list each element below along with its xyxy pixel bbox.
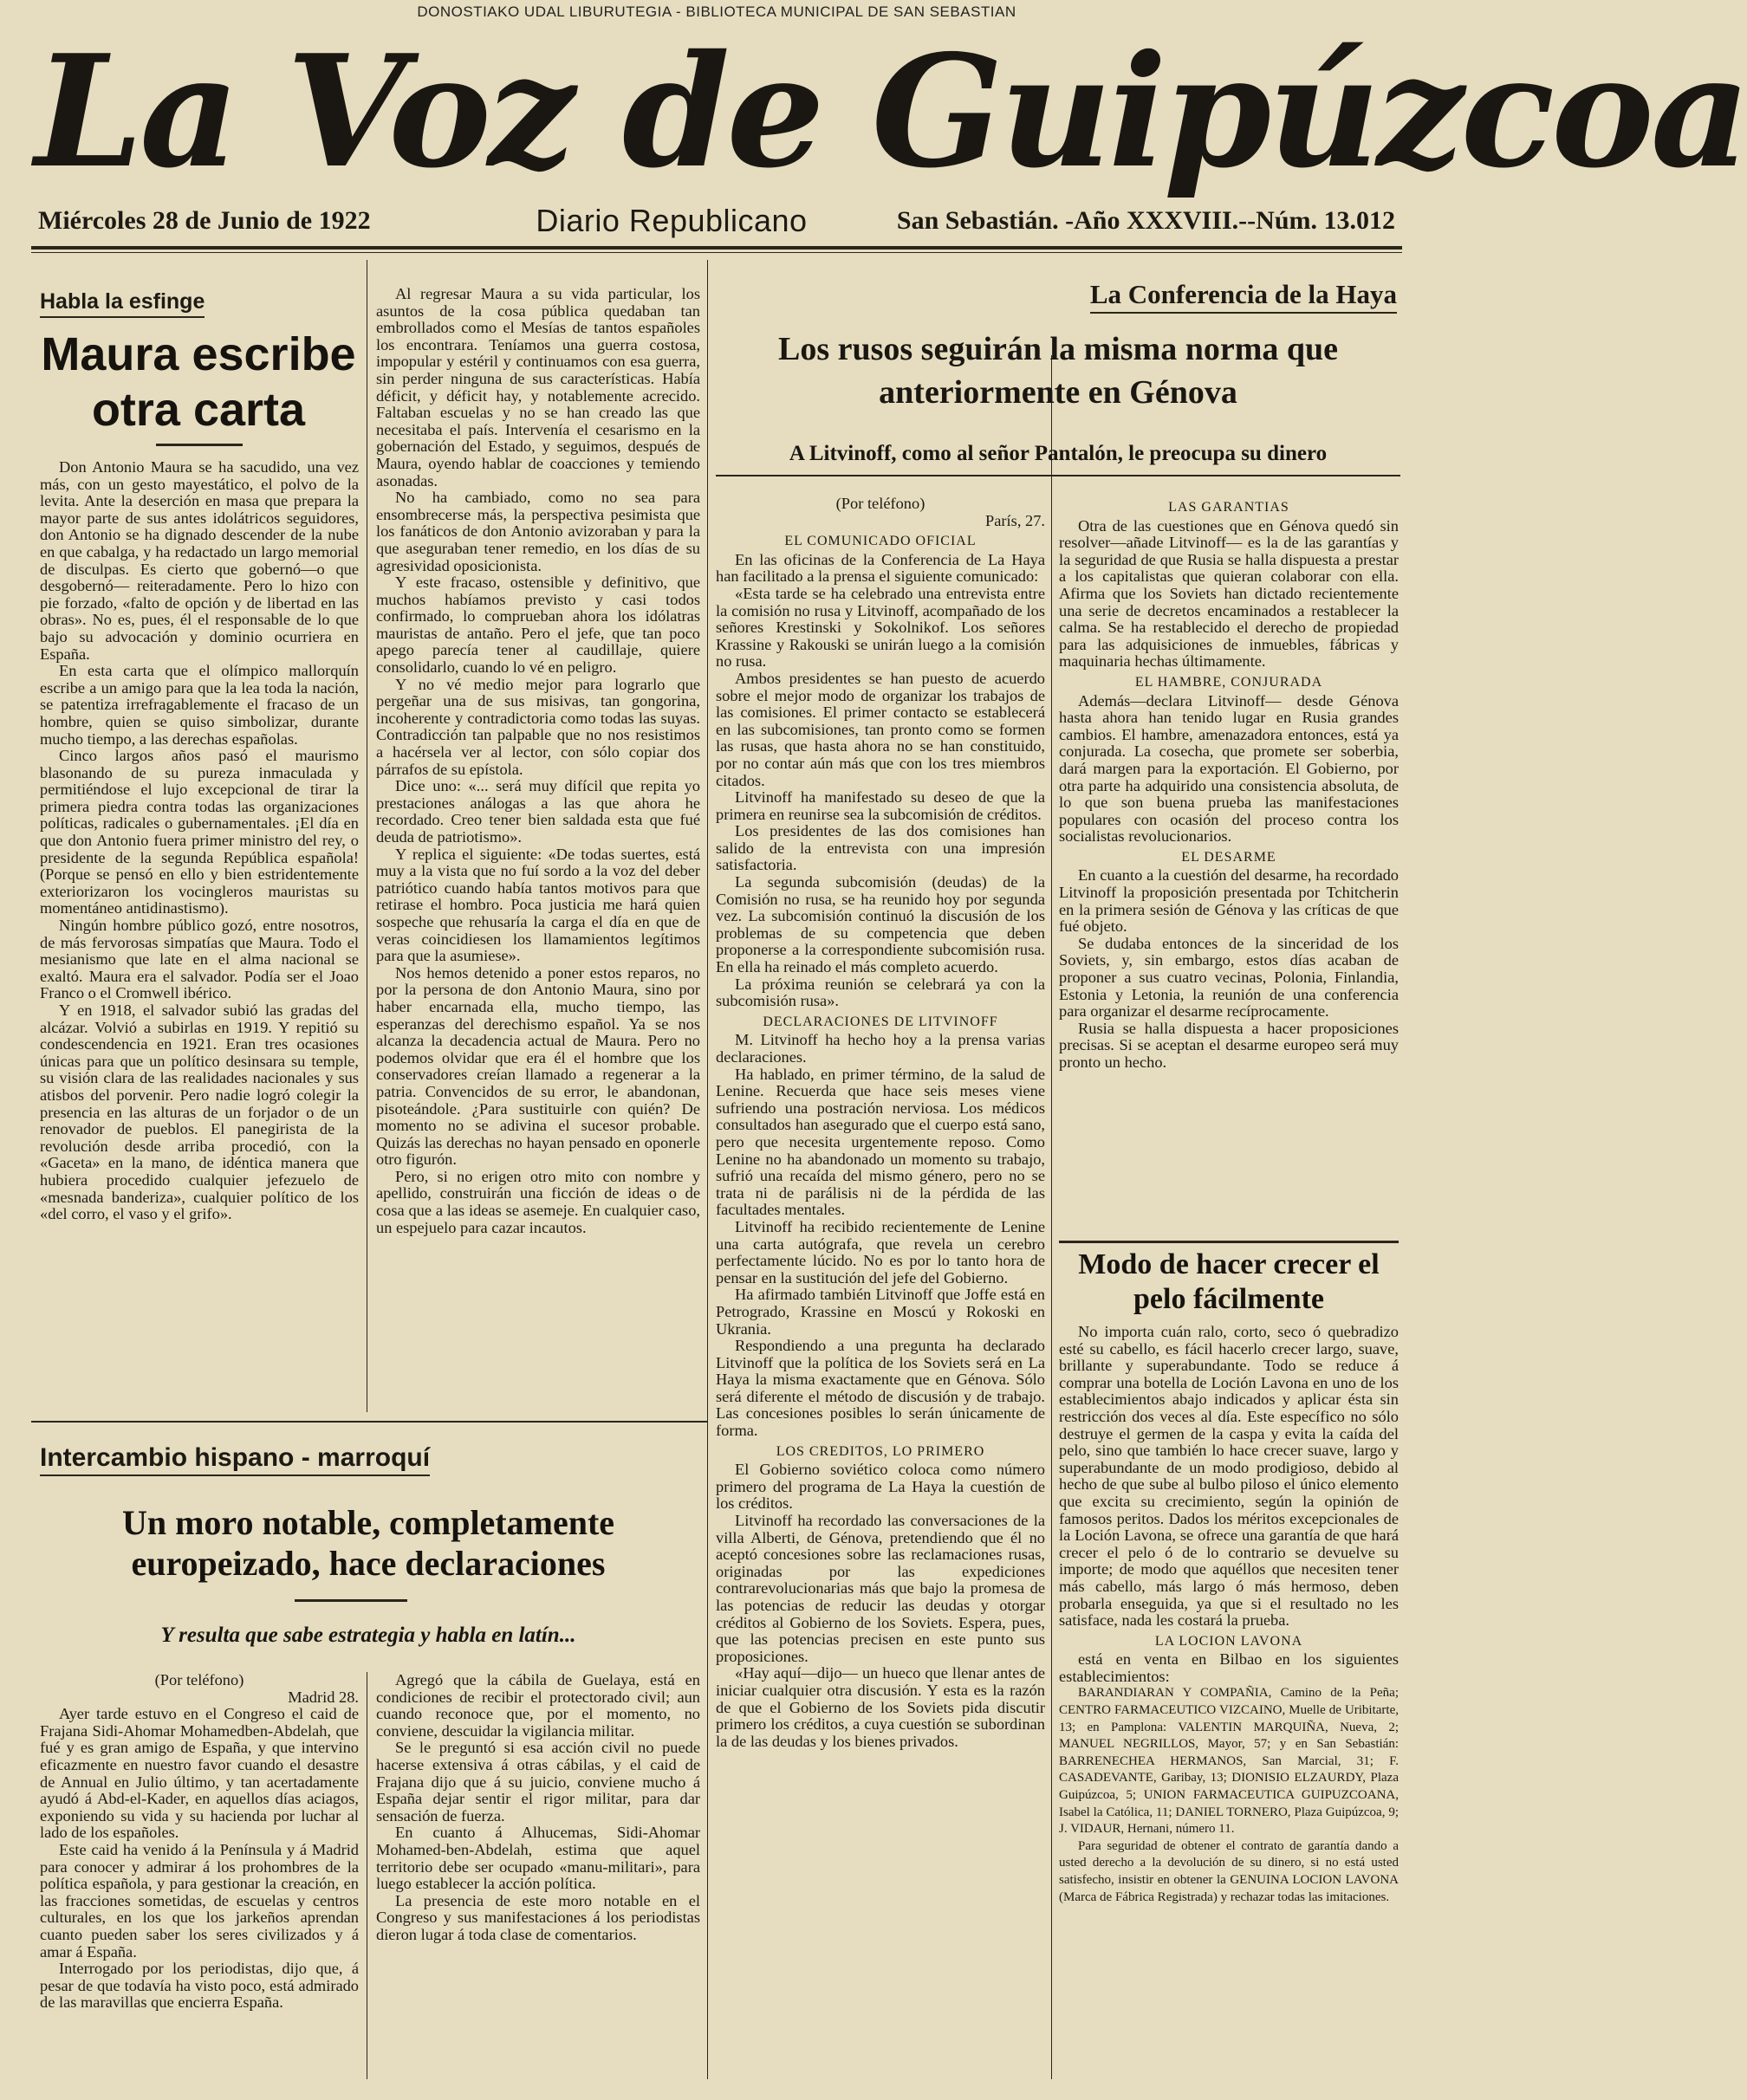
subhead: LAS GARANTIAS bbox=[1168, 500, 1289, 515]
section-rule bbox=[31, 1421, 707, 1423]
haya-headline: Los rusos seguirán la misma norma que anteriormente en Génova bbox=[777, 331, 1339, 412]
paragraph: Rusia se halla dispuesta a hacer proposiciones precisas. Si se aceptan el desarme europeo será muy pronto un hecho. bbox=[1059, 1019, 1399, 1071]
paragraph: Litvinoff ha recordado las conversaciones de la villa Alberti, de Génova, pretendiendo que él no aceptó concesiones sobre las reclamaciones rusas, originadas por las expediciones contrarevolucionarias más que bajo la promesa de las potencias de reducir las deudas y otorgar créditos al Gobierno de los Soviets. Espera, pues, que las potencias precisen en este punto sus proposiciones. bbox=[716, 1512, 1045, 1665]
paragraph: Ha afirmado también Litvinoff que Joffe está en Petrogrado, Krassine en Moscú y Rokoski en Ukrania. bbox=[716, 1286, 1045, 1338]
paragraph: Al regresar Maura a su vida particular, los asuntos de la cosa pública quedaban tan embrollados como el Mesías de tantos españoles los encontrara. Teníamos una guerra costosa, impopular y estéril y continuamos con esa guerra, sin perder ninguna de sus características. Había déficit, y déficit hay, y notablemente acrecido. Faltaban escuelas y no se han creado las que necesitaba el país. Intervenía el cesarismo en la gobernación del Estado, y seguimos, después de Maura, oyendo hablar de coacciones y temiendo asonadas. bbox=[376, 285, 700, 489]
section-rule bbox=[1059, 1241, 1399, 1243]
paragraph: Cinco largos años pasó el maurismo blasonando de su pureza inmaculada y permitiéndose el lujo excepcional de tirar la primera piedra contra todas las organizaciones políticas, radicales o gubernamentales. ¡El día en que don Antonio fuera primer ministro del rey, o presidente de la segunda República española! (Porque se pensó en ello y bien estridentemente exteriorizaron los vocingleros mauristas su momentáneo antidinastismo). bbox=[40, 747, 359, 917]
subhead: LA LOCION LAVONA bbox=[1154, 1633, 1303, 1649]
paragraph: Respondiendo a una pregunta ha declarado Litvinoff que la política de los Soviets será en La Haya la misma exactamente que en Génova. Sólo será diferente el método de discusión y de trabajo. Las concesiones posibles lo serán únicamente de forma. bbox=[716, 1337, 1045, 1440]
subhead: LOS CREDITOS, LO PRIMERO bbox=[776, 1443, 985, 1459]
paragraph: Ningún hombre público gozó, entre nosotros, de más fervorosas simpatías que Maura. Todo el mesianismo que late en el alma nacional se exaltó. Maura era el salvador. Podía ser el Joao Franco o el Cromwell ibérico. bbox=[40, 917, 359, 1002]
paragraph: En las oficinas de la Conferencia de La Haya han facilitado a la prensa el siguiente comunicado: bbox=[716, 550, 1045, 586]
paragraph: Pero, si no erigen otro mito con nombre y apellido, construirán una ficción de ideas o de cosa que a las ideas se asemeje. En cualquier caso, un espejuelo para cazar incautos. bbox=[376, 1167, 700, 1236]
subhead: EL DESARME bbox=[1181, 849, 1276, 865]
moro-deck: Y resulta que sabe estrategia y habla en latín... bbox=[160, 1624, 576, 1647]
moro-column-1 bbox=[40, 1672, 359, 2088]
paragraph: En esta carta que el olímpico mallorquín escribe a un amigo para que la lea toda la nación, se patentiza irrefragablemente el fracaso de un hombre, quien se quiso simbolizar, durante mucho tiempo, a las derechas españolas. bbox=[40, 662, 359, 748]
masthead-title: La Voz de Guipúzcoa bbox=[35, 21, 1747, 202]
headline-divider bbox=[295, 1599, 407, 1602]
maura-headline: Maura escribe otra carta bbox=[41, 328, 356, 436]
byline: (Por teléfono) bbox=[154, 1671, 244, 1688]
paragraph: Se dudaba entonces de la sinceridad de los Soviets, y, sin embargo, estos días acaban de proponer a sus cuatro vecinas, Polonia, Finlandia, Estonia y Letonia, la reunión de una conferencia para organizar el desarme recíprocamente. bbox=[1059, 934, 1399, 1021]
paragraph: Dice uno: «... será muy difícil que repita yo prestaciones análogas a las que ahora he recordado. Creo tener bien saldada esta que fué deuda de patriotismo». bbox=[376, 777, 700, 846]
pelo-column bbox=[1059, 1324, 1399, 2086]
haya-kicker: La Conferencia de la Haya bbox=[1090, 279, 1397, 314]
subhead: EL COMUNICADO OFICIAL bbox=[784, 534, 977, 549]
subhead: EL HAMBRE, CONJURADA bbox=[1134, 674, 1323, 690]
column-rule bbox=[707, 260, 708, 2079]
paragraph: Además—declara Litvinoff— desde Génova hasta ahora han tenido lugar en Rusia grandes cambios. El hambre, amenazadora entonces, está ya conjurada. La cosecha, que promete ser soberbia, dará margen para la exportación. El Gobierno, por otra parte ha adquirido una consistencia absoluta, de lo que son buena prueba las manifestaciones populares con ocasión del proceso contra los socialistas revolucionarios. bbox=[1059, 691, 1399, 846]
paragraph: El Gobierno soviético coloca como número primero del programa de La Haya la cuestión de los créditos. bbox=[716, 1461, 1045, 1513]
paragraph: está en venta en Bilbao en los siguientes establecimientos: bbox=[1059, 1650, 1399, 1685]
column-rule bbox=[1051, 355, 1052, 2079]
haya-column-1 bbox=[716, 495, 1045, 1750]
issue-edition: San Sebastián. -Año XXXVIII.--Núm. 13.012 bbox=[896, 206, 1395, 235]
paragraph: «Esta tarde se ha celebrado una entrevista entre la comisión no rusa y Litvinoff, acompañado de los señores Krestinski y Sokolnikof. Los señores Krassine y Rakouski se unirán luego a la comisión no rusa. bbox=[716, 584, 1045, 671]
maura-kicker: Habla la esfinge bbox=[40, 289, 205, 318]
haya-column-2 bbox=[1059, 496, 1399, 1223]
paragraph: Este caid ha venido á la Península y á Madrid para conocer y admirar á los prohombres de la política española, y para gestionar la creación, en las fracciones sometidas, de escuelas y centros culturales, en los que los jarkeños aprendan cuanto pueden saber los seres civilizados y á amar á España. bbox=[40, 1840, 359, 1961]
paragraph: Y no vé medio mejor para lograrlo que pergeñar una de sus misivas, tan gongorina, incoherente y contradictoria como todas las suyas. Contradicción tan palpable que no nos resistimos a hacérsela ver al lector, con sólo copiar dos párrafos de su epístola. bbox=[376, 675, 700, 778]
paragraph: Ha hablado, en primer término, de la salud de Lenine. Recuerda que hace seis meses viene sufriendo una postración nerviosa. Los médicos consultados han asegurado que el cuerpo está sano, pero que necesita urgentemente reposo. Como Lenine no ha abandonado un momento su trabajo, sufrió una recaída del mismo género, pero no se trata ni de parálisis ni de la pérdida de las facultades mentales. bbox=[716, 1065, 1045, 1219]
paragraph: Para seguridad de obtener el contrato de garantía dando a usted derecho a la devolución de su dinero, si no está usted satisfecho, insistir en obtener la GENUINA LOCION LAVONA (Marca de Fábrica Registrada) y rechazar todas las imitaciones. bbox=[1059, 1838, 1399, 1904]
stockists-list: BARANDIARAN Y COMPAÑIA, Camino de la Peña; CENTRO FARMACEUTICO VIZCAINO, Muelle de Uribitarte, 13; en Pamplona: VALENTIN MARQUIÑA, Nueva, 2; MANUEL NEGRILLOS, Mayor, 57; y en San Sebastián: BARRENECHEA HERMANOS, San Marcial, 31; F. CASADEVANTE, Garibay, 13; DIONISIO ELZAURDY, Plaza Guipúzcoa, 5; UNION FARMACEUTICA GUIPUZCOANA, Isabel la Católica, 11; DANIEL TORNERO, Plaza Guipúzcoa, 9; J. VIDAUR, Hernani, número 11. bbox=[1059, 1686, 1399, 1837]
paragraph: Nos hemos detenido a poner estos reparos, no por la persona de don Antonio Maura, sino por haber encarnada ella, mucho tiempo, las esperanzas del derechismo español. Ya se nos alcanza la decadencia actual de Maura. Pero no podemos olvidar que era él el hombre que los conservadores creían llamado a regenerar a la patria. Convencidos de su error, le abandonan, pisoteándole. ¿Para sustituirle con quién? De momento no se adivina el sucesor probable. Quizás las derechas no hayan pensado en oponerle otro figurón. bbox=[376, 963, 700, 1169]
paragraph: La próxima reunión se celebrará ya con la subcomisión rusa». bbox=[716, 975, 1045, 1010]
paragraph: En cuanto a la cuestión del desarme, ha recordado Litvinoff la proposición presentada por Tchitcherin en la primera sesión de Génova y las críticas de que fué objeto. bbox=[1059, 866, 1399, 936]
moro-kicker: Intercambio hispano - marroquí bbox=[40, 1443, 430, 1476]
paragraph: Litvinoff ha recibido recientemente de Lenine una carta autógrafa, que revela un cerebro perfectamente lúcido. No es por lo tanto hora de pensar en la sustitución del jefe del Gobierno. bbox=[716, 1217, 1045, 1287]
maura-column-1 bbox=[40, 459, 359, 1412]
paragraph: Agregó que la cábila de Guelaya, está en condiciones de recibir el protectorado civil; aun cuando reconoce que, por el momento, no conviene, descuidar la vigilancia militar. bbox=[376, 1671, 700, 1740]
headline-divider bbox=[156, 444, 243, 446]
subhead: DECLARACIONES DE LITVINOFF bbox=[763, 1014, 998, 1029]
moro-headline: Un moro notable, completamente europeizado, hace declaraciones bbox=[121, 1503, 615, 1584]
paragraph: Interrogado por los periodistas, dijo que, á pesar de que todavía ha visto poco, está admirado de las maravillas que encierra España. bbox=[40, 1960, 359, 2012]
dateline: Madrid 28. bbox=[288, 1688, 359, 1706]
paragraph: Ambos presidentes se han puesto de acuerdo sobre el mejor modo de organizar los trabajos de las comisiones. El primer contacto se establecerá en las subcomisiones, tan pronto como se formen las rusas, que hasta ahora no se han constituido, por no contar aún más que con los tres miembros citados. bbox=[716, 669, 1045, 789]
masthead-subtitle: Diario Republicano bbox=[536, 203, 808, 238]
moro-column-2 bbox=[376, 1672, 700, 2088]
paragraph: Y en 1918, el salvador subió las gradas del alcázar. Volvió a subirlas en 1919. Y repitió su condescendencia en 1921. Eran tres ocasiones únicas para que un político desinsara su temple, su visión clara de las realidades nacionales y sus atisbos del porvenir. Pero nadie logró colegir la presencia en las alturas de un forjador o de un renovador de pueblos. El panegirista de la revolución desde arriba procedió, con la «Gaceta» en la mano, de idéntica manera que hubiera procedido cualquier jefezuelo de «mesnada banderiza», cualquier político de los «del corro, el vaso y el grifo». bbox=[40, 1001, 359, 1223]
masthead-rule-bottom bbox=[31, 252, 1402, 253]
library-header: DONOSTIAKO UDAL LIBURUTEGIA - BIBLIOTECA MUNICIPAL DE SAN SEBASTIAN bbox=[417, 3, 1016, 20]
haya-deck: A Litvinoff, como al señor Pantalón, le preocupa su dinero bbox=[789, 442, 1328, 465]
paragraph: No importa cuán ralo, corto, seco ó quebradizo esté su cabello, es fácil hacerlo crecer largo, suave, brillante y superabundante. Todo se reduce á comprar una botella de Loción Lavona en uno de los establecimientos abajo indicados y aplicar ésta sin restricción dos veces al día. Este específico no sólo destruye el germen de la caspa y evita la caída del pelo, sino que también lo hace crecer suave, largo y superabundante de un modo prodigioso, debido al hecho de que sube al bulbo piloso el único elemento que excita su crecimiento, según la opinión de famosos peritos. Dados los méritos excepcionales de la Loción Lavona, se ofrece una garantía de que hará crecer el pelo ó de lo contrario se devuelve su importe; de modo que aquéllos que necesiten tener más cabello, más largo ó más hermoso, deben probarla enseguida, ya que si el resultado no les satisface, nada les costará la prueba. bbox=[1059, 1323, 1399, 1630]
maura-column-2 bbox=[376, 286, 700, 1412]
paragraph: Los presidentes de las dos comisiones han salido de la entrevista con una impresión satisfactoria. bbox=[716, 822, 1045, 874]
paragraph: Y replica el siguiente: «De todas suertes, está muy a la vista que no fuí sordo a la voz del deber patriótico cuando había tantos motivos para que retirase el hombro. Poca justicia me hará quien sospeche que rehusaría la carga el día en que de veras coincidiesen los llamamientos legítimos para que la asumiese». bbox=[376, 845, 700, 965]
paragraph: Y este fracaso, ostensible y definitivo, que muchos habíamos previsto y casi todos confirmado, lo comprueban ahora los idólatras mauristas de antaño. Pero el jefe, que tan poco apego parecía tener al caudillaje, quiere consolidarlo, cuando lo vé en peligro. bbox=[376, 574, 700, 677]
paragraph: En cuanto á Alhucemas, Sidi-Ahomar Mohamed-ben-Abdelah, estima que aquel territorio debe ser ocupado «manu-militari», para luego establecer la acción política. bbox=[376, 1824, 700, 1893]
paragraph: Litvinoff ha manifestado su deseo de que la primera en reunirse sea la subcomisión de créditos. bbox=[716, 788, 1045, 823]
masthead-rule-top bbox=[31, 246, 1402, 250]
pelo-headline: Modo de hacer crecer el pelo fácilmente bbox=[1078, 1248, 1380, 1316]
dateline: París, 27. bbox=[985, 511, 1045, 529]
paragraph: Ayer tarde estuvo en el Congreso el caid de Frajana Sidi-Ahomar Mohamedben-Abdelah, que fué y es gran amigo de España, y que intervino eficazmente en nuestro favor cuando el desastre de Annual en Julio último, y tan acertadamente ayudó á Abd-el-Kader, en aquellos días aciagos, exponiendo su vida y su hacienda por luchar al lado de los españoles. bbox=[40, 1705, 359, 1842]
byline: (Por teléfono) bbox=[835, 495, 925, 512]
paragraph: M. Litvinoff ha hecho hoy a la prensa varias declaraciones. bbox=[716, 1031, 1045, 1066]
paragraph: No ha cambiado, como no sea para ensombrecerse más, la perspectiva pesimista que los fanáticos de don Antonio avizoraban y para la que aseguraban tener remedio, en los días de su agresividad oposicionista. bbox=[376, 489, 700, 574]
paragraph: «Hay aquí—dijo— un hueco que llenar antes de iniciar cualquier otra discusión. Y esta es la razón de que el Gobierno de los Soviets pida discutir primero los créditos, a cuya cuestión se subordinan la de las deudas y los bienes privados. bbox=[716, 1664, 1045, 1750]
paragraph: La segunda subcomisión (deudas) de la Comisión no rusa, se ha reunido hoy por segunda vez. La subcomisión continuó la discusión de los problemas de su competencia que deben proponerse a la correspondiente subcomisión rusa. En ella ha reinado el más completo acuerdo. bbox=[716, 873, 1045, 976]
issue-date: Miércoles 28 de Junio de 1922 bbox=[38, 206, 371, 235]
paragraph: La presencia de este moro notable en el Congreso y sus manifestaciones á los periodistas dieron lugar á toda clase de comentarios. bbox=[376, 1891, 700, 1943]
paragraph: Se le preguntó si esa acción civil no puede hacerse extensiva á otras cábilas, y el caid de Frajana dijo que á su juicio, conviene mucho á España dejar sentir el rigor militar, para dar sensación de fuerza. bbox=[376, 1739, 700, 1825]
paragraph: Don Antonio Maura se ha sacudido, una vez más, con un gesto mayestático, el polvo de la levita. Ante la deserción en masa que prepara la mayor parte de sus antes idolátricos seguidores, don Antonio se ha dignado descender de la nube en que cabalga, y ha redactado un largo memorial de disculpas. Es cierto que gobernó—o que desgobernó— reiteradamente. Pero lo hizo con pie forzado, «falto de opción y de libertad en las obras». No es, pues, él el responsable de lo que bajo su advocación y dominio ocurriera en España. bbox=[40, 458, 359, 663]
deck-rule bbox=[716, 475, 1400, 476]
paragraph: Otra de las cuestiones que en Génova quedó sin resolver—añade Litvinoff— es la de las garantías y la seguridad de que Rusia se halla dispuesta a prestar a los capitalistas que quieran colaborar con ella. Afirma que los Soviets han dictado recientemente una serie de decretos encaminados a restablecer la calma. Se ha restablecido el derecho de propiedad para las adquisiciones de inmuebles, fábricas y maquinaria hechas últimamente. bbox=[1059, 516, 1399, 671]
